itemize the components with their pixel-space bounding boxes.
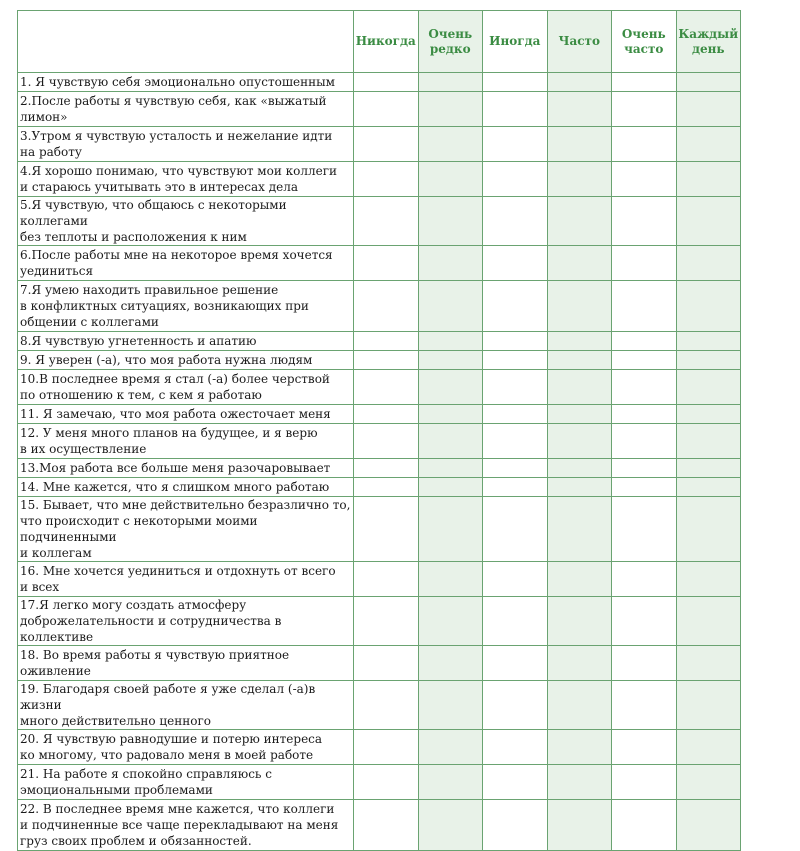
table-row (18, 162, 741, 197)
answer-cell-often[interactable] (547, 405, 612, 424)
answer-cell-every-day[interactable] (676, 730, 741, 765)
answer-cell-very-often[interactable] (612, 246, 677, 281)
answer-cell-sometimes[interactable] (483, 197, 548, 246)
answer-cell-often[interactable] (547, 424, 612, 459)
answer-cell-often[interactable] (547, 92, 612, 127)
answer-cell-every-day[interactable] (676, 370, 741, 405)
answer-cell-very-often[interactable] (612, 351, 677, 370)
answer-cell-often[interactable] (547, 800, 612, 851)
table-row (18, 681, 741, 730)
answer-cell-very-rarely[interactable] (418, 597, 483, 646)
answer-cell-often[interactable] (547, 197, 612, 246)
answer-cell-very-rarely[interactable] (418, 730, 483, 765)
question-text: 9. Я уверен (-а), что моя работа нужна людям (18, 351, 354, 370)
answer-cell-very-rarely[interactable] (418, 765, 483, 800)
answer-cell-sometimes[interactable] (483, 332, 548, 351)
header-never: Никогда (354, 11, 419, 73)
answer-cell-very-often[interactable] (612, 162, 677, 197)
answer-cell-very-often[interactable] (612, 281, 677, 332)
answer-cell-never[interactable] (354, 92, 419, 127)
question-text: 12. У меня много планов на будущее, и я верю в их осуществление (18, 424, 354, 459)
answer-cell-sometimes[interactable] (483, 562, 548, 597)
question-rows (18, 73, 741, 851)
table-row (18, 73, 741, 92)
answer-cell-very-rarely[interactable] (418, 127, 483, 162)
answer-cell-sometimes[interactable] (483, 127, 548, 162)
answer-cell-very-often[interactable] (612, 478, 677, 497)
table-row (18, 405, 741, 424)
answer-cell-never[interactable] (354, 730, 419, 765)
header-every-day: Каждый день (676, 11, 741, 73)
answer-cell-often[interactable] (547, 162, 612, 197)
answer-cell-never[interactable] (354, 646, 419, 681)
table-row (18, 730, 741, 765)
answer-cell-never[interactable] (354, 497, 419, 562)
question-text: 1. Я чувствую себя эмоционально опустошенным (18, 73, 354, 92)
answer-cell-often[interactable] (547, 730, 612, 765)
answer-cell-never[interactable] (354, 478, 419, 497)
answer-cell-very-often[interactable] (612, 765, 677, 800)
question-text: 8.Я чувствую угнетенность и апатию (18, 332, 354, 351)
question-text: 7.Я умею находить правильное решение в конфликтных ситуациях, возникающих при общении с коллегами (18, 281, 354, 332)
table-row (18, 646, 741, 681)
answer-cell-every-day[interactable] (676, 405, 741, 424)
answer-cell-never[interactable] (354, 424, 419, 459)
answer-cell-very-often[interactable] (612, 92, 677, 127)
answer-cell-very-rarely[interactable] (418, 405, 483, 424)
answer-cell-sometimes[interactable] (483, 730, 548, 765)
answer-cell-very-rarely[interactable] (418, 351, 483, 370)
header-row (18, 11, 741, 73)
answer-cell-every-day[interactable] (676, 497, 741, 562)
table-row (18, 562, 741, 597)
answer-cell-very-often[interactable] (612, 459, 677, 478)
answer-cell-never[interactable] (354, 73, 419, 92)
answer-cell-never[interactable] (354, 281, 419, 332)
answer-cell-sometimes[interactable] (483, 646, 548, 681)
answer-cell-very-rarely[interactable] (418, 646, 483, 681)
answer-cell-never[interactable] (354, 127, 419, 162)
answer-cell-very-rarely[interactable] (418, 562, 483, 597)
answer-cell-sometimes[interactable] (483, 73, 548, 92)
question-text: 11. Я замечаю, что моя работа ожесточает меня (18, 405, 354, 424)
answer-cell-often[interactable] (547, 351, 612, 370)
answer-cell-often[interactable] (547, 681, 612, 730)
question-text: 3.Утром я чувствую усталость и нежелание идти на работу (18, 127, 354, 162)
answer-cell-very-often[interactable] (612, 497, 677, 562)
answer-cell-sometimes[interactable] (483, 497, 548, 562)
question-text: 14. Мне кажется, что я слишком много работаю (18, 478, 354, 497)
answer-cell-very-rarely[interactable] (418, 459, 483, 478)
answer-cell-sometimes[interactable] (483, 597, 548, 646)
answer-cell-every-day[interactable] (676, 281, 741, 332)
answer-cell-very-often[interactable] (612, 681, 677, 730)
answer-cell-often[interactable] (547, 478, 612, 497)
answer-cell-every-day[interactable] (676, 597, 741, 646)
answer-cell-very-rarely[interactable] (418, 478, 483, 497)
question-text: 16. Мне хочется уединиться и отдохнуть от всего и всех (18, 562, 354, 597)
answer-cell-every-day[interactable] (676, 800, 741, 851)
answer-cell-every-day[interactable] (676, 162, 741, 197)
answer-cell-every-day[interactable] (676, 92, 741, 127)
table-row (18, 597, 741, 646)
table-row (18, 246, 741, 281)
answer-cell-very-rarely[interactable] (418, 370, 483, 405)
answer-cell-very-rarely[interactable] (418, 281, 483, 332)
answer-cell-very-rarely[interactable] (418, 73, 483, 92)
table-row (18, 127, 741, 162)
answer-cell-often[interactable] (547, 497, 612, 562)
answer-cell-never[interactable] (354, 681, 419, 730)
answer-cell-every-day[interactable] (676, 127, 741, 162)
answer-cell-never[interactable] (354, 332, 419, 351)
answer-cell-very-rarely[interactable] (418, 497, 483, 562)
answer-cell-sometimes[interactable] (483, 424, 548, 459)
answer-cell-very-rarely[interactable] (418, 246, 483, 281)
header-often: Часто (547, 11, 612, 73)
answer-cell-every-day[interactable] (676, 197, 741, 246)
header-very-often: Очень часто (612, 11, 677, 73)
answer-cell-never[interactable] (354, 562, 419, 597)
answer-cell-very-rarely[interactable] (418, 332, 483, 351)
answer-cell-sometimes[interactable] (483, 681, 548, 730)
answer-cell-very-rarely[interactable] (418, 162, 483, 197)
questionnaire-table (17, 10, 741, 851)
answer-cell-very-rarely[interactable] (418, 681, 483, 730)
burnout-questionnaire (17, 10, 740, 851)
answer-cell-every-day[interactable] (676, 424, 741, 459)
question-text: 17.Я легко могу создать атмосферу доброжелательности и сотрудничества в коллективе (18, 597, 354, 646)
table-row (18, 765, 741, 800)
table-row (18, 800, 741, 851)
answer-cell-sometimes[interactable] (483, 92, 548, 127)
table-row (18, 92, 741, 127)
table-row (18, 281, 741, 332)
answer-cell-sometimes[interactable] (483, 246, 548, 281)
answer-cell-never[interactable] (354, 370, 419, 405)
answer-cell-never[interactable] (354, 405, 419, 424)
answer-cell-never[interactable] (354, 459, 419, 478)
answer-cell-every-day[interactable] (676, 73, 741, 92)
answer-cell-very-rarely[interactable] (418, 424, 483, 459)
answer-cell-every-day[interactable] (676, 459, 741, 478)
answer-cell-very-often[interactable] (612, 646, 677, 681)
answer-cell-every-day[interactable] (676, 681, 741, 730)
answer-cell-very-rarely[interactable] (418, 800, 483, 851)
answer-cell-every-day[interactable] (676, 478, 741, 497)
header-sometimes: Иногда (483, 11, 548, 73)
answer-cell-every-day[interactable] (676, 332, 741, 351)
answer-cell-very-often[interactable] (612, 730, 677, 765)
question-text: 13.Моя работа все больше меня разочаровывает (18, 459, 354, 478)
table-row (18, 351, 741, 370)
answer-cell-often[interactable] (547, 127, 612, 162)
question-text: 20. Я чувствую равнодушие и потерю интереса ко многому, что радовало меня в моей работе (18, 730, 354, 765)
answer-cell-often[interactable] (547, 281, 612, 332)
answer-cell-often[interactable] (547, 332, 612, 351)
answer-cell-sometimes[interactable] (483, 405, 548, 424)
answer-cell-every-day[interactable] (676, 562, 741, 597)
header-very-rarely: Очень редко (418, 11, 483, 73)
table-row (18, 459, 741, 478)
answer-cell-often[interactable] (547, 459, 612, 478)
answer-cell-every-day[interactable] (676, 646, 741, 681)
table-row (18, 370, 741, 405)
table-row (18, 497, 741, 562)
answer-cell-very-often[interactable] (612, 127, 677, 162)
answer-cell-very-often[interactable] (612, 73, 677, 92)
answer-cell-sometimes[interactable] (483, 281, 548, 332)
question-text: 18. Во время работы я чувствую приятное оживление (18, 646, 354, 681)
answer-cell-never[interactable] (354, 246, 419, 281)
question-text: 15. Бывает, что мне действительно безразлично то, что происходит с некоторыми моими подчиненными и коллегам (18, 497, 354, 562)
answer-cell-very-rarely[interactable] (418, 197, 483, 246)
answer-cell-often[interactable] (547, 597, 612, 646)
answer-cell-sometimes[interactable] (483, 800, 548, 851)
answer-cell-sometimes[interactable] (483, 765, 548, 800)
header-corner (18, 11, 354, 73)
answer-cell-every-day[interactable] (676, 246, 741, 281)
answer-cell-sometimes[interactable] (483, 478, 548, 497)
answer-cell-often[interactable] (547, 765, 612, 800)
answer-cell-very-often[interactable] (612, 332, 677, 351)
question-text: 5.Я чувствую, что общаюсь с некоторыми коллегами без теплоты и расположения к ним (18, 197, 354, 246)
question-text: 4.Я хорошо понимаю, что чувствуют мои коллеги и стараюсь учитывать это в интересах дела (18, 162, 354, 197)
question-text: 19. Благодаря своей работе я уже сделал (-а)в жизни много действительно ценного (18, 681, 354, 730)
question-text: 22. В последнее время мне кажется, что коллеги и подчиненные все чаще перекладывают на меня груз своих проблем и обязанностей. (18, 800, 354, 851)
answer-cell-very-often[interactable] (612, 197, 677, 246)
answer-cell-never[interactable] (354, 351, 419, 370)
answer-cell-very-often[interactable] (612, 370, 677, 405)
answer-cell-sometimes[interactable] (483, 370, 548, 405)
table-row (18, 197, 741, 246)
answer-cell-never[interactable] (354, 597, 419, 646)
answer-cell-sometimes[interactable] (483, 351, 548, 370)
question-text: 10.В последнее время я стал (-а) более черствой по отношению к тем, с кем я работаю (18, 370, 354, 405)
answer-cell-sometimes[interactable] (483, 459, 548, 478)
table-row (18, 424, 741, 459)
question-text: 21. На работе я спокойно справляюсь с эмоциональными проблемами (18, 765, 354, 800)
answer-cell-very-often[interactable] (612, 562, 677, 597)
question-text: 6.После работы мне на некоторое время хочется уединиться (18, 246, 354, 281)
answer-cell-often[interactable] (547, 562, 612, 597)
answer-cell-every-day[interactable] (676, 765, 741, 800)
answer-cell-very-rarely[interactable] (418, 92, 483, 127)
table-row (18, 478, 741, 497)
answer-cell-never[interactable] (354, 162, 419, 197)
answer-cell-very-often[interactable] (612, 597, 677, 646)
answer-cell-sometimes[interactable] (483, 162, 548, 197)
answer-cell-often[interactable] (547, 246, 612, 281)
answer-cell-never[interactable] (354, 800, 419, 851)
answer-cell-every-day[interactable] (676, 351, 741, 370)
question-text: 2.После работы я чувствую себя, как «выжатый лимон» (18, 92, 354, 127)
answer-cell-often[interactable] (547, 646, 612, 681)
answer-cell-never[interactable] (354, 197, 419, 246)
answer-cell-very-often[interactable] (612, 800, 677, 851)
answer-cell-often[interactable] (547, 370, 612, 405)
answer-cell-often[interactable] (547, 73, 612, 92)
answer-cell-never[interactable] (354, 765, 419, 800)
table-row (18, 332, 741, 351)
answer-cell-very-often[interactable] (612, 405, 677, 424)
answer-cell-very-often[interactable] (612, 424, 677, 459)
